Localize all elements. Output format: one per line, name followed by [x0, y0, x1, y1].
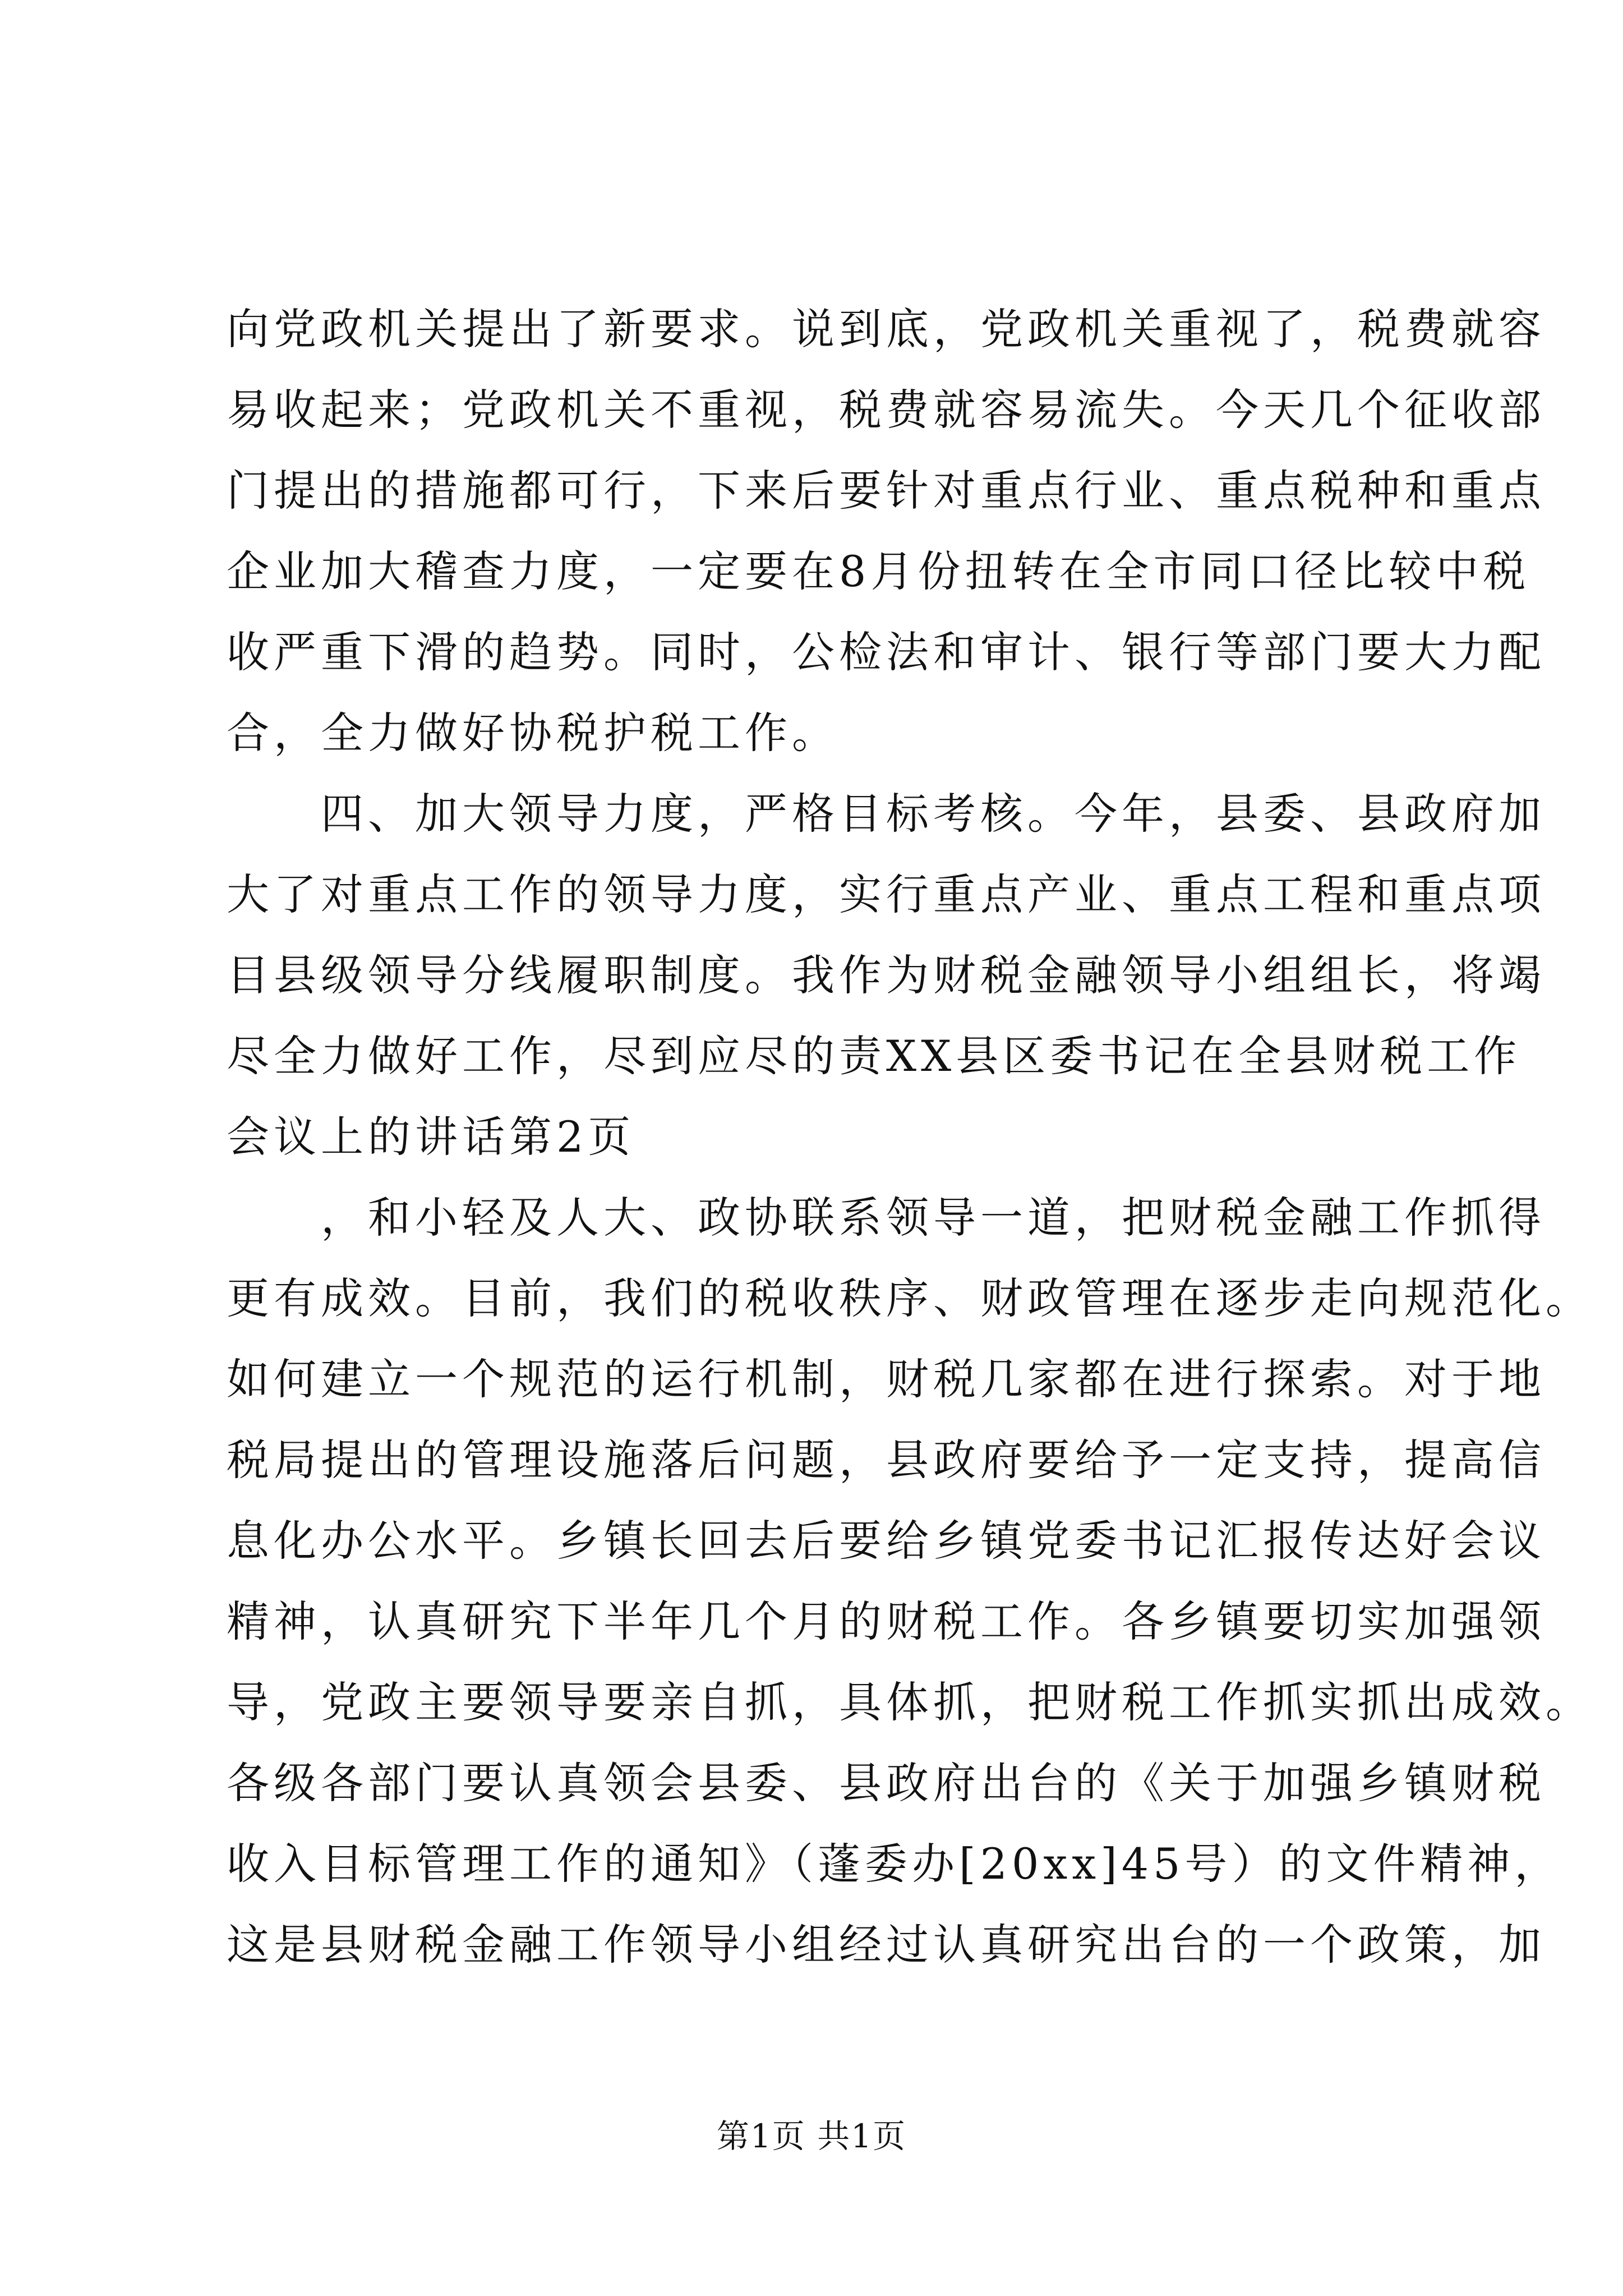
text-line: 导，党政主要领导要亲自抓，具体抓，把财税工作抓实抓出成效。	[227, 1677, 1593, 1727]
text-line: 尽全力做好工作，尽到应尽的责XX县区委书记在全县财税工作	[227, 1031, 1521, 1081]
text-line: 息化办公水平。乡镇长回去后要给乡镇党委书记汇报传达好会议	[227, 1516, 1546, 1566]
text-line: 大了对重点工作的领导力度，实行重点产业、重点工程和重点项	[227, 869, 1546, 919]
text-line: 这是县财税金融工作领导小组经过认真研究出台的一个政策，加	[227, 1920, 1546, 1970]
text-line: 向党政机关提出了新要求。说到底，党政机关重视了，税费就容	[227, 304, 1546, 354]
page-footer	[0, 2114, 1623, 2159]
text-line: 各级各部门要认真领会县委、县政府出台的《关于加强乡镇财税	[227, 1758, 1546, 1808]
text-line: 收严重下滑的趋势。同时，公检法和审计、银行等部门要大力配	[227, 627, 1546, 677]
page-number: 第1页 共1页	[716, 2117, 907, 2155]
text-line: 合，全力做好协税护税工作。	[227, 708, 839, 758]
text-line: 如何建立一个规范的运行机制，财税几家都在进行探索。对于地	[227, 1354, 1546, 1404]
text-line: 收入目标管理工作的通知》（蓬委办[20xx]45号）的文件精神，	[227, 1839, 1562, 1889]
text-line: 四、加大领导力度，严格目标考核。今年，县委、县政府加	[227, 789, 1546, 839]
text-line: 目县级领导分线履职制度。我作为财税金融领导小组组长，将竭	[227, 950, 1546, 1000]
text-line: 精神，认真研究下半年几个月的财税工作。各乡镇要切实加强领	[227, 1596, 1546, 1646]
text-line: 更有成效。目前，我们的税收秩序、财政管理在逐步走向规范化。	[227, 1273, 1593, 1323]
document-body	[227, 289, 1593, 1985]
text-line: 易收起来；党政机关不重视，税费就容易流失。今天几个征收部	[227, 385, 1546, 435]
text-line: 企业加大稽查力度，一定要在8月份扭转在全市同口径比较中税	[227, 546, 1530, 596]
text-line: 税局提出的管理设施落后问题，县政府要给予一定支持，提高信	[227, 1435, 1546, 1485]
text-line: 门提出的措施都可行，下来后要针对重点行业、重点税种和重点	[227, 466, 1546, 516]
text-line: ，和小轻及人大、政协联系领导一道，把财税金融工作抓得	[227, 1193, 1546, 1243]
text-line: 会议上的讲话第2页	[227, 1112, 635, 1162]
